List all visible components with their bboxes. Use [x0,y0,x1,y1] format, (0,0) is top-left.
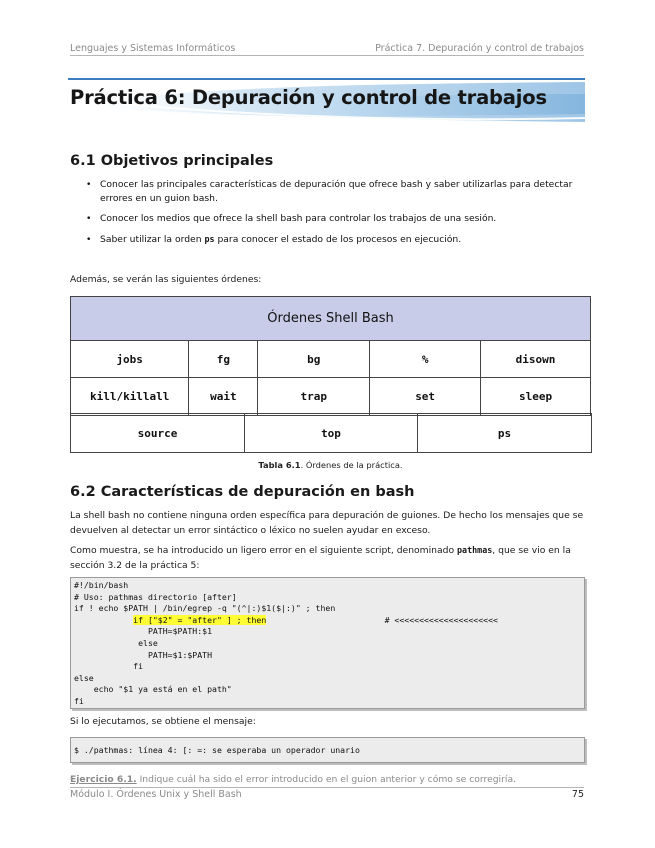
table-cell: set [370,378,481,416]
section-heading-6-2: 6.2 Características de depuración en bash [70,484,415,500]
table-cell: sleep [481,378,591,416]
commands-table-last-row [70,413,592,453]
table-cell: ps [418,414,592,453]
intro-paragraph: Además, se verán las siguientes órdenes: [70,274,262,285]
section-heading-6-1: 6.1 Objetivos principales [70,153,274,169]
table-cell: disown [481,341,591,378]
running-header-right: Práctica 7. Depuración y control de trabajos [375,43,584,54]
paragraph-text: Como muestra, se ha introducido un ligero error en el siguiente script, denominado [70,545,457,556]
table-cell: kill/killall [71,378,189,416]
code-line: PATH=$1:$PATH [74,649,213,660]
output-line: $ ./pathmas: línea 4: [: =: se esperaba un operador unario [74,745,360,755]
chapter-title: Práctica 6: Depuración y control de trabajos [70,86,547,109]
exercise-body: Indique cuál ha sido el error introducido en el guion anterior y cómo se corregiría. [136,774,516,785]
code-indent [74,615,133,625]
table-cell: top [245,414,418,453]
table-caption [70,460,591,470]
table-cell: trap [258,378,370,416]
bullet-text: Saber utilizar la orden [100,233,205,245]
code-block [70,577,585,709]
footer-divider [70,787,584,788]
header-divider [70,55,584,56]
code-line: fi [74,661,144,672]
list-item: • Conocer las principales características de depuración que ofrece bash y saber utilizarlas para detectar errores en un guion bash. [86,178,586,205]
highlighted-code: if ["$2" = "after" ] ; then [133,614,267,625]
objectives-list [86,178,586,253]
table-cell: bg [258,341,370,378]
page-number: 75 [571,789,584,800]
list-item [86,212,586,226]
inline-command-pathmas: pathmas [456,545,493,555]
paragraph [70,543,584,573]
code-line: PATH=$PATH:$1 [74,626,213,637]
table-cell: % [370,341,481,378]
code-comment: # <<<<<<<<<<<<<<<<<<<<< [384,614,498,625]
running-header-left: Lenguajes y Sistemas Informáticos [70,43,236,54]
exercise-label: Ejercicio 6.1. [70,774,137,785]
paragraph: Si lo ejecutamos, se obtiene el mensaje: [70,716,256,727]
table-cell: wait [189,378,258,416]
table-cell: fg [189,341,258,378]
list-item [86,233,586,247]
bullet-text-2: Conocer los medios que ofrece la shell bash para controlar los trabajos de una sesión. [100,213,497,224]
table-cell: jobs [71,341,189,378]
code-line: #!/bin/bash [74,580,129,590]
paragraph-text-end: , que se vio en la sección 3.2 de la práctica 5: [70,545,571,571]
exercise-text [70,774,516,785]
footer-left: Módulo I. Órdenes Unix y Shell Bash [70,789,242,800]
code-line: if ! echo $PATH | /bin/egrep -q "(^|:)$1($|:)" ; then [74,603,336,614]
code-line: else [74,637,158,648]
caption-text: . Órdenes de la práctica. [300,460,403,470]
code-line: echo "$1 ya está en el path" [74,684,232,695]
bullet-text-end: para conocer el estado de los procesos en ejecución. [214,233,462,245]
caption-label: Tabla 6.1 [258,460,301,470]
paragraph: La shell bash no contiene ninguna orden específica para depuración de guiones. De hecho los mensajes que se devuelven al detectar un error sintáctico o léxico no suelen ayudar en exceso. [70,510,584,536]
output-block [70,737,585,763]
code-line: else [74,672,94,683]
table-cell: source [71,414,245,453]
code-line: fi [74,695,84,706]
code-line: # Uso: pathmas directorio [after] [74,591,237,602]
inline-command-ps: ps [204,233,215,244]
table-header: Órdenes Shell Bash [71,297,591,341]
commands-table [70,296,591,416]
